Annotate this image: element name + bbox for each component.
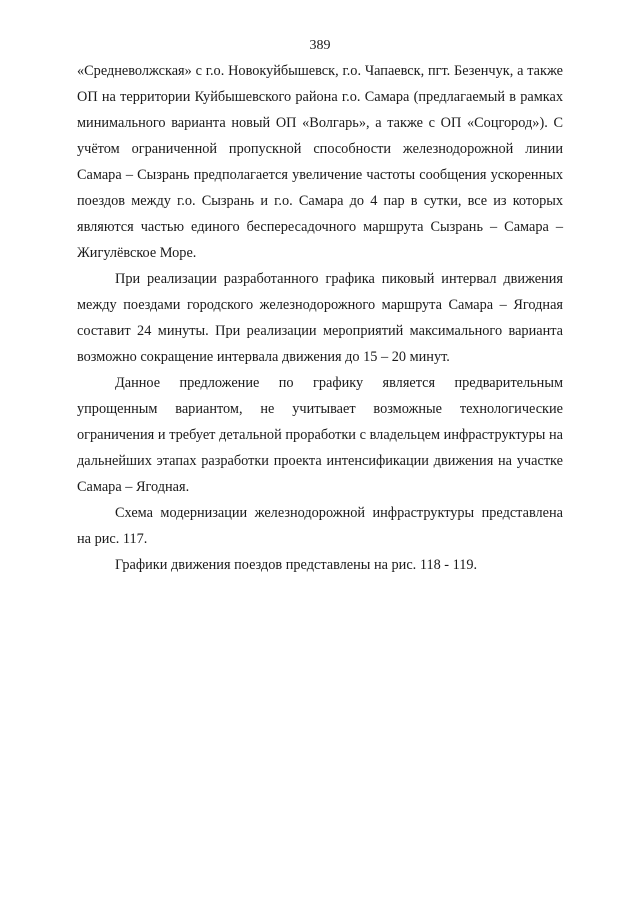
paragraph-schedule-interval: При реализации разработанного графика пиковый интервал движения между поездами городского железнодорожного маршрута Самара – Ягодная составит 24 минуты. При реализации мероприятий максимального варианта возможно сокращение интервала движения до 15 – 20 минут. bbox=[77, 271, 563, 365]
paragraph-timetable-reference: Графики движения поездов представлены на рис. 118 - 119. bbox=[115, 557, 478, 573]
document-body bbox=[77, 58, 563, 578]
paragraph-continuation: «Средневолжская» с г.о. Новокуйбышевск, г.о. Чапаевск, пгт. Безенчук, а также ОП на территории Куйбышевского района г.о. Самара (предлагаемый в рамках минимального варианта новый ОП «Волгарь», а также с ОП «Соцгород»). С учётом ограниченной пропускной способности железнодорожной линии Самара – Сызрань предполагается увеличение частоты сообщения ускоренных поездов между г.о. Сызрань и г.о. Самара до 4 пар в сутки, все из которых являются частью единого беспересадочного маршрута Сызрань – Самара – Жигулёвское Море. bbox=[77, 63, 563, 261]
paragraph-preliminary-note: Данное предложение по графику является предварительным упрощенным вариантом, не учитывает возможные технологические ограничения и требует детальной проработки с владельцем инфраструктуры на дальнейших этапах разработки проекта интенсификации движения на участке Самара – Ягодная. bbox=[77, 375, 563, 495]
paragraph-scheme-reference: Схема модернизации железнодорожной инфраструктуры представлена на рис. 117. bbox=[77, 505, 563, 547]
page-number: 389 bbox=[309, 38, 331, 53]
